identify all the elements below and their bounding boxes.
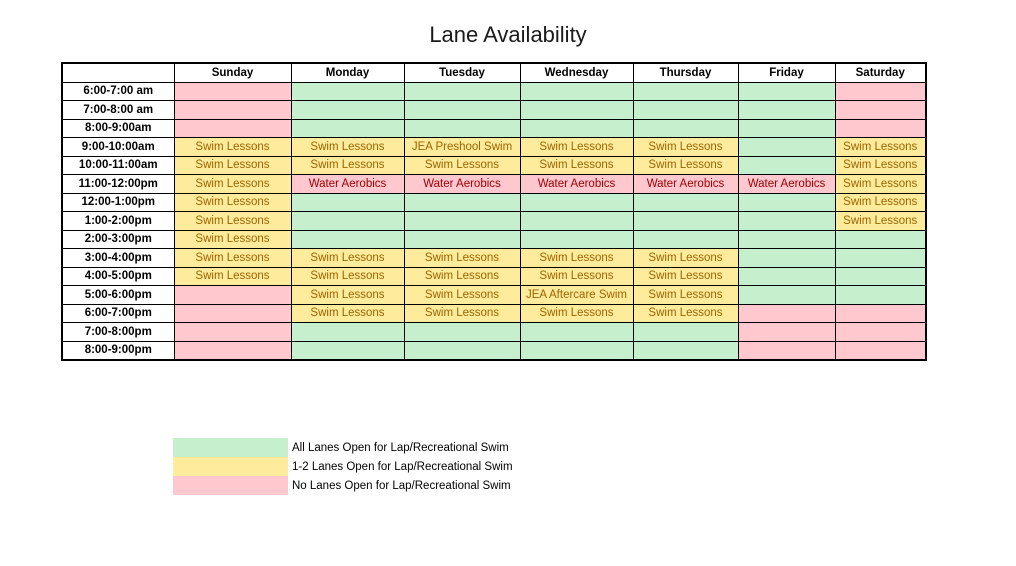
schedule-cell: Swim Lessons	[835, 193, 926, 212]
schedule-cell	[174, 341, 291, 360]
schedule-cell	[520, 101, 633, 120]
schedule-cell	[738, 212, 835, 231]
schedule-cell	[520, 323, 633, 342]
schedule-cell	[738, 286, 835, 305]
time-slot-label: 10:00-11:00am	[62, 156, 174, 175]
table-body	[62, 82, 926, 360]
schedule-cell: Swim Lessons	[633, 267, 738, 286]
table-row	[62, 267, 926, 286]
schedule-cell	[738, 267, 835, 286]
schedule-cell	[835, 230, 926, 249]
schedule-cell	[835, 286, 926, 305]
schedule-cell	[738, 138, 835, 157]
schedule-cell	[738, 156, 835, 175]
legend-swatch	[173, 476, 288, 495]
schedule-cell: Swim Lessons	[404, 304, 520, 323]
schedule-cell: Swim Lessons	[633, 138, 738, 157]
schedule-cell: Swim Lessons	[520, 267, 633, 286]
schedule-cell	[633, 119, 738, 138]
schedule-cell: Swim Lessons	[174, 212, 291, 231]
day-header-sunday: Sunday	[174, 63, 291, 82]
schedule-cell	[174, 82, 291, 101]
schedule-cell	[738, 119, 835, 138]
schedule-cell: Swim Lessons	[835, 138, 926, 157]
table-row	[62, 341, 926, 360]
schedule-cell: Water Aerobics	[291, 175, 404, 194]
legend	[173, 438, 513, 495]
table-row	[62, 230, 926, 249]
schedule-cell: JEA Preshool Swim	[404, 138, 520, 157]
schedule-cell	[520, 212, 633, 231]
schedule-cell	[738, 323, 835, 342]
schedule-cell: Swim Lessons	[174, 267, 291, 286]
schedule-cell: Swim Lessons	[291, 267, 404, 286]
schedule-cell: Swim Lessons	[633, 249, 738, 268]
schedule-cell	[291, 101, 404, 120]
schedule-cell	[835, 267, 926, 286]
table-row	[62, 286, 926, 305]
schedule-cell	[633, 230, 738, 249]
schedule-cell	[291, 230, 404, 249]
schedule-cell	[174, 304, 291, 323]
schedule-cell	[633, 82, 738, 101]
schedule-cell: Swim Lessons	[174, 249, 291, 268]
schedule-cell	[738, 230, 835, 249]
corner-cell	[62, 63, 174, 82]
schedule-cell: Water Aerobics	[520, 175, 633, 194]
legend-item	[173, 438, 513, 457]
legend-item	[173, 457, 513, 476]
schedule-cell: Swim Lessons	[404, 249, 520, 268]
schedule-cell	[633, 323, 738, 342]
schedule-cell	[404, 101, 520, 120]
schedule-cell	[174, 101, 291, 120]
schedule-cell: Swim Lessons	[174, 175, 291, 194]
schedule-cell	[291, 323, 404, 342]
schedule-cell	[738, 341, 835, 360]
legend-label: No Lanes Open for Lap/Recreational Swim	[292, 479, 511, 492]
schedule-cell: Swim Lessons	[633, 286, 738, 305]
schedule-cell	[835, 323, 926, 342]
schedule-cell	[291, 193, 404, 212]
schedule-cell	[738, 304, 835, 323]
legend-label: All Lanes Open for Lap/Recreational Swim	[292, 441, 509, 454]
schedule-cell: Water Aerobics	[404, 175, 520, 194]
table-row	[62, 138, 926, 157]
page-title: Lane Availability	[429, 22, 587, 47]
header-row	[62, 63, 926, 82]
schedule-cell: Swim Lessons	[291, 138, 404, 157]
schedule-cell: Swim Lessons	[404, 156, 520, 175]
table-row	[62, 82, 926, 101]
schedule-cell: Water Aerobics	[633, 175, 738, 194]
schedule-cell: Swim Lessons	[291, 286, 404, 305]
schedule-cell	[291, 82, 404, 101]
schedule-cell	[404, 230, 520, 249]
schedule-cell	[738, 193, 835, 212]
time-slot-label: 7:00-8:00 am	[62, 101, 174, 120]
schedule-cell	[404, 212, 520, 231]
time-slot-label: 7:00-8:00pm	[62, 323, 174, 342]
time-slot-label: 4:00-5:00pm	[62, 267, 174, 286]
schedule-cell	[520, 119, 633, 138]
schedule-cell	[633, 101, 738, 120]
schedule-cell	[291, 119, 404, 138]
day-header-wednesday: Wednesday	[520, 63, 633, 82]
schedule-cell	[835, 304, 926, 323]
schedule-cell: Swim Lessons	[404, 267, 520, 286]
schedule-cell: Swim Lessons	[174, 193, 291, 212]
schedule-cell	[404, 341, 520, 360]
time-slot-label: 8:00-9:00pm	[62, 341, 174, 360]
schedule-cell: Swim Lessons	[835, 175, 926, 194]
table-row	[62, 304, 926, 323]
legend-label: 1-2 Lanes Open for Lap/Recreational Swim	[292, 460, 513, 473]
table-row	[62, 193, 926, 212]
schedule-cell: Swim Lessons	[835, 156, 926, 175]
legend-swatch	[173, 457, 288, 476]
table-row	[62, 212, 926, 231]
time-slot-label: 5:00-6:00pm	[62, 286, 174, 305]
table-row	[62, 101, 926, 120]
schedule-cell	[291, 212, 404, 231]
day-header-monday: Monday	[291, 63, 404, 82]
availability-table	[61, 62, 927, 361]
time-slot-label: 6:00-7:00 am	[62, 82, 174, 101]
schedule-cell: Swim Lessons	[174, 156, 291, 175]
time-slot-label: 11:00-12:00pm	[62, 175, 174, 194]
schedule-cell: JEA Aftercare Swim	[520, 286, 633, 305]
time-slot-label: 9:00-10:00am	[62, 138, 174, 157]
time-slot-label: 12:00-1:00pm	[62, 193, 174, 212]
schedule-cell	[291, 341, 404, 360]
schedule-cell: Swim Lessons	[174, 230, 291, 249]
schedule-cell	[738, 249, 835, 268]
time-slot-label: 8:00-9:00am	[62, 119, 174, 138]
table-row	[62, 156, 926, 175]
schedule-cell	[835, 82, 926, 101]
schedule-cell	[738, 101, 835, 120]
schedule-cell	[633, 212, 738, 231]
schedule-cell: Swim Lessons	[404, 286, 520, 305]
time-slot-label: 3:00-4:00pm	[62, 249, 174, 268]
legend-swatch	[173, 438, 288, 457]
schedule-cell	[738, 82, 835, 101]
time-slot-label: 1:00-2:00pm	[62, 212, 174, 231]
schedule-cell: Swim Lessons	[835, 212, 926, 231]
schedule-cell	[835, 101, 926, 120]
schedule-cell	[520, 82, 633, 101]
schedule-cell: Swim Lessons	[520, 249, 633, 268]
schedule-cell: Water Aerobics	[738, 175, 835, 194]
schedule-cell	[174, 119, 291, 138]
schedule-cell	[404, 82, 520, 101]
schedule-cell: Swim Lessons	[633, 304, 738, 323]
schedule-cell	[520, 341, 633, 360]
time-slot-label: 2:00-3:00pm	[62, 230, 174, 249]
day-header-thursday: Thursday	[633, 63, 738, 82]
schedule-cell	[404, 119, 520, 138]
time-slot-label: 6:00-7:00pm	[62, 304, 174, 323]
schedule-cell: Swim Lessons	[291, 304, 404, 323]
day-header-saturday: Saturday	[835, 63, 926, 82]
schedule-cell	[520, 193, 633, 212]
schedule-cell	[520, 230, 633, 249]
schedule-cell: Swim Lessons	[520, 138, 633, 157]
day-header-tuesday: Tuesday	[404, 63, 520, 82]
schedule-cell	[835, 119, 926, 138]
schedule-cell	[404, 193, 520, 212]
schedule-cell	[835, 341, 926, 360]
schedule-cell: Swim Lessons	[174, 138, 291, 157]
schedule-cell	[633, 341, 738, 360]
day-header-friday: Friday	[738, 63, 835, 82]
schedule-cell	[174, 286, 291, 305]
table-row	[62, 119, 926, 138]
schedule-cell: Swim Lessons	[291, 249, 404, 268]
schedule-cell: Swim Lessons	[291, 156, 404, 175]
table-row	[62, 323, 926, 342]
schedule-cell: Swim Lessons	[520, 304, 633, 323]
table-row	[62, 175, 926, 194]
table-row	[62, 249, 926, 268]
schedule-cell	[835, 249, 926, 268]
schedule-cell: Swim Lessons	[520, 156, 633, 175]
schedule-cell	[404, 323, 520, 342]
schedule-cell	[174, 323, 291, 342]
legend-item	[173, 476, 513, 495]
schedule-cell	[633, 193, 738, 212]
schedule-cell: Swim Lessons	[633, 156, 738, 175]
